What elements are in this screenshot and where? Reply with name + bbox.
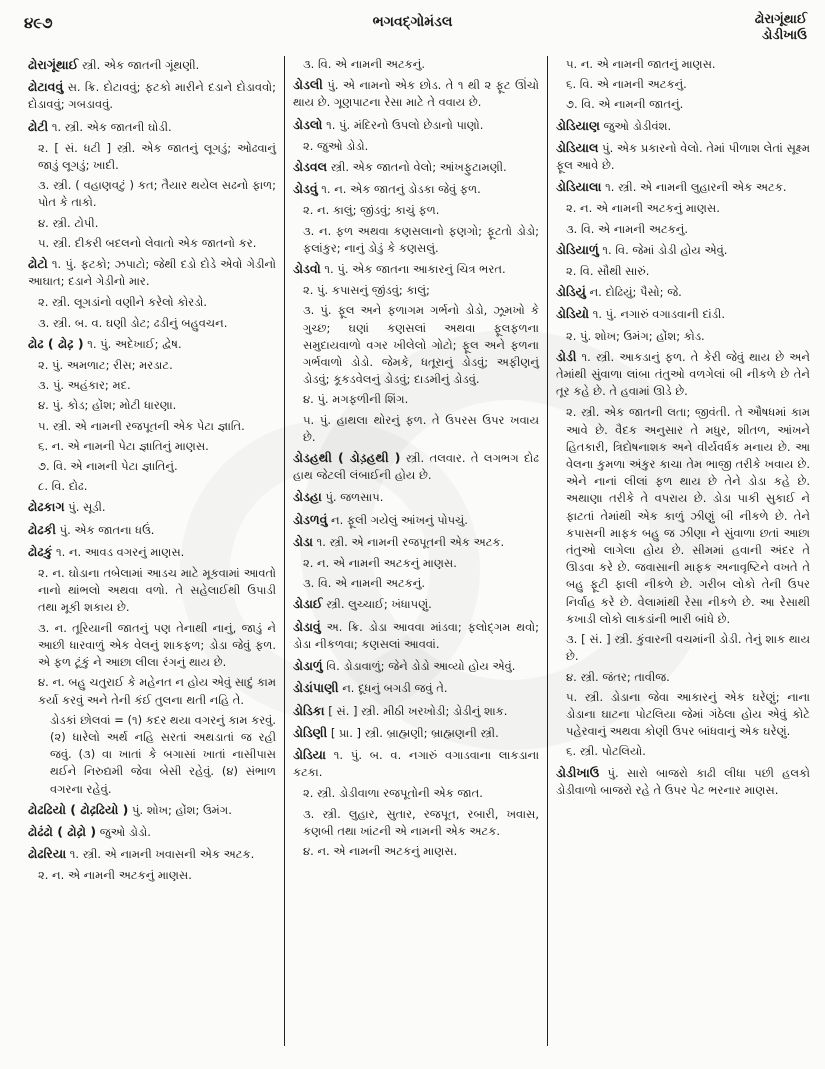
definition: જુઓ ડોડો. bbox=[99, 824, 151, 839]
sense: ૩. સ્ત્રી. બ. વ. ઘણી ડોટ; ઢડીનું બહુવચન. bbox=[38, 315, 228, 330]
sense: ૨. વિ. સૌથી સારું. bbox=[566, 264, 650, 279]
headword: ઢોઢરિયા bbox=[28, 846, 67, 862]
headword: ડોડાઈ bbox=[293, 596, 323, 612]
dictionary-entry bbox=[556, 283, 810, 301]
definition: ૧. પું. ફટકો; ઝપાટો; જેથી દડો દોડે એવો ગેડીનો આઘાત; દડાને ગેડીનો માર. bbox=[28, 257, 276, 289]
headword: ઢોટો bbox=[28, 256, 48, 272]
headword: ડોડહથી ( ડોડ઼હથી ) bbox=[293, 450, 401, 466]
headword: ઢોઢઢિયો ( ઢોઢ઼ઢિયો ) bbox=[28, 801, 129, 817]
headword: ડોડિયાલા bbox=[556, 179, 602, 195]
headword: ડોડાંપાણી bbox=[293, 680, 339, 696]
sense: ૬. ન. એ નામની પેટા જ્ઞાતિનું માણસ. bbox=[38, 438, 209, 453]
headword: ડોડાળું bbox=[293, 658, 323, 674]
definition: પું. જળસાપ. bbox=[325, 490, 384, 505]
dictionary-entry bbox=[28, 118, 276, 136]
definition: જુઓ ડોડીવંશ. bbox=[603, 118, 672, 133]
sense: ૩. પું. ફૂલ અને ફળાગમ ગર્ભનો ડોડો, ઝૂમખો કે ગુચ્છ; ઘણાં કણસલાં અથવા ફૂલફળના સમુદાયવાળો વગર ખીલેલો ગોટો; ફૂલ અને ફળના ગર્ભવાળો ડોડો. જેમકે, ધતૂરાનું ડોડવું; અફીણનું ડોડવું; કૂકડવેલનું ડોડવું; દાડમીનું ડોડવું. bbox=[303, 303, 539, 387]
dictionary-entry bbox=[28, 845, 276, 863]
definition: વિ. ડોડાવાળું; જેને ડોડો આવ્યો હોય એવું. bbox=[326, 659, 516, 674]
headword: ઢોરાગૂંથાઈ bbox=[28, 57, 79, 72]
headword: ડોડીખાઉ bbox=[556, 764, 600, 780]
dictionary-entry bbox=[293, 595, 539, 613]
dictionary-entry bbox=[28, 78, 276, 113]
sense: ૨. જુઓ ડોડો. bbox=[303, 138, 369, 153]
sense: ૮. વિ. દોઢ. bbox=[38, 479, 88, 494]
dictionary-entry bbox=[293, 533, 539, 551]
headword: ડોડલો bbox=[293, 116, 323, 132]
headword: ઢોટી bbox=[28, 118, 49, 134]
definition: ન. ફૂલી ગયેલું આંખનું પોપચું. bbox=[331, 512, 468, 527]
sense: ૭. વિ. એ નામની પેટા જ્ઞાતિનું. bbox=[38, 459, 178, 474]
sense: ૨. ન. એ નામની અટકનું માણસ. bbox=[38, 868, 192, 883]
headword: ઢોઢકું bbox=[28, 543, 53, 559]
definition: પું. એ નામનો એક છોડ. તે ૧ થી ૨ ફૂટ ઊંચો થાય છે. ગૂણપાટના રેસા માટે તે વવાય છે. bbox=[293, 78, 539, 110]
guide-word-first: ઢોરાગૂંથાઈ bbox=[754, 12, 807, 27]
definition: પું. સારો બાજરો કાઢી લીધા પછી હલકો ડોડીવાળો બાજરો રહે તે ઉપર પેટ ભરનાર માણસ. bbox=[556, 765, 811, 797]
guide-word-last: ડોડીખાઉ bbox=[762, 28, 807, 43]
sense: ૩. [ સં. ] સ્ત્રી. કુંવારની વચમાંની ડોડી. તેનું શાક થાય છે. bbox=[566, 632, 810, 664]
sense: ૪. પું. કોડ; હોંશ; મોટી ધારણા. bbox=[38, 398, 177, 413]
sense: ૫. પું. હાથલા થોરનું ફળ. તે ઉપરસ ઉપર ખવાય છે. bbox=[303, 412, 539, 444]
sense: ૫. સ્ત્રી. ડોડાના જેવા આકારનું એક ઘરેણું; નાના ડોડાના ઘાટના પોટલિયા જેમાં ગંઠેલા હોય એવું કોટે પહેરવાનું અથવા કોણી ઉપર બાંધવાનું એક ઘરેણું. bbox=[566, 689, 810, 739]
headword: ડોડાવું bbox=[293, 618, 321, 634]
sense: ૨. ન. ઘોડાના તબેલામાં આડચ માટે મૂકવામાં આવતો નાનો થાંભલો અથવા વળો. તે સહેલાઈથી ઉપાડી તથા મૂકી શકાય છે. bbox=[38, 566, 276, 615]
sense: ૩. ન. તૂરિયાની જાતનું પણ તેનાથી નાનું, જાડું ને આછી ધારવાળું એક વેલનું શાકફળ; ડોડા જેવું ફળ. એ ફળ ટૂંકું ને આછા લીલા રંગનું થાય છે. bbox=[38, 620, 276, 670]
definition: ન. દૂધનું બગડી જવું તે. bbox=[342, 681, 448, 696]
definition: ૧. સ્ત્રી. એક જાતની ઘોડી. bbox=[51, 119, 172, 134]
column-1 bbox=[28, 56, 284, 1046]
sense: ૪. સ્ત્રી. ટોપી. bbox=[38, 215, 99, 230]
dictionary-entry bbox=[28, 498, 276, 516]
dictionary-entry bbox=[556, 348, 810, 401]
dictionary-entry bbox=[293, 158, 539, 176]
definition: ૧. પું. નગારું વગાડવાની દાંડી. bbox=[592, 307, 725, 322]
sense: ૨. પું. અમળાટ; રીસ; મરડાટ. bbox=[38, 358, 173, 373]
dictionary-entry bbox=[556, 139, 810, 174]
definition: ૧. ન. એક જાતનું ડોડકા જેવું ફળ. bbox=[321, 182, 481, 197]
sense: ૬. વિ. એ નામની અટકનું. bbox=[566, 77, 687, 92]
sense: ૨. ન. કાલું; જીંડવું; કાચું ફળ. bbox=[303, 203, 440, 218]
dictionary-entry bbox=[293, 76, 539, 111]
dictionary-entry bbox=[293, 702, 539, 720]
definition: અ. ક્રિ. ડોડા આવવા માંડવા; ફલોદ્ગમ થવો; ડોડા નીકળવા; કણસલાં આવવાં. bbox=[293, 619, 539, 651]
definition: ૧. સ્ત્રી. એ નામની ખવાસની એક અટક. bbox=[69, 847, 255, 862]
column-3 bbox=[548, 56, 818, 1046]
headword: ડોડી bbox=[556, 348, 577, 364]
sense: ૨. ન. એ નામની અટકનું માણસ. bbox=[566, 201, 720, 216]
definition: ૧. સ્ત્રી. એ નામની લુહારની એક અટક. bbox=[605, 180, 787, 195]
dictionary-entry bbox=[293, 746, 539, 781]
headword: ડોડળવું bbox=[293, 511, 328, 527]
column-2 bbox=[284, 56, 548, 1046]
dictionary-columns bbox=[28, 56, 818, 1046]
dictionary-entry bbox=[293, 180, 539, 198]
dictionary-entry bbox=[28, 521, 276, 539]
sense: ૫. સ્ત્રી. એ નામની રજપૂતની એક પેટા જ્ઞાતિ. bbox=[38, 418, 245, 433]
headword: ડોડિયો bbox=[556, 306, 590, 322]
headword: ડોડિયાળું bbox=[556, 241, 599, 257]
sense: ૩. સ્ત્રી. લુહાર, સુતાર, રજપૂત, રબારી, ખવાસ, કણબી તથા ખાંટની એ નામની એક અટક. bbox=[303, 806, 539, 838]
sense: ૩. પું. અહંકાર; મદ. bbox=[38, 378, 131, 393]
sense: ૪. સ્ત્રી. જંતર; તાવીજ. bbox=[566, 669, 670, 684]
dictionary-entry bbox=[28, 801, 276, 819]
sense: ૩. વિ. એ નામની અટકનું. bbox=[303, 576, 426, 591]
headword: ઢોટાવવું bbox=[28, 79, 64, 95]
headword: ડોડિયાણ bbox=[556, 117, 600, 133]
dictionary-entry bbox=[293, 724, 539, 742]
definition: [ પ્રા. ] સ્ત્રી. બ્રાહ્મણી; બ્રાહ્મણની સ્ત્રી. bbox=[330, 725, 499, 740]
headword: ડોડિયા bbox=[293, 746, 326, 762]
sense: ૪. પું. મગફળીની શિંગ. bbox=[303, 392, 409, 407]
definition: પું. એક પ્રકારનો વેલો. તેમાં પીળાશ લેતાં સૂક્ષ્મ ફૂલ આવે છે. bbox=[556, 140, 810, 173]
headword: ડોડા bbox=[293, 533, 313, 549]
sense: ૨. સ્ત્રી. ડોડીવાળા રજપૂતોની એક જાત. bbox=[303, 786, 483, 801]
headword: ઢોઢકાગ bbox=[28, 499, 65, 515]
headword: ડોડલી bbox=[293, 77, 323, 93]
sense: ૬. સ્ત્રી. પોટલિયો. bbox=[566, 744, 646, 759]
dictionary-entry bbox=[556, 241, 810, 259]
dictionary-entry bbox=[556, 305, 810, 323]
definition: પું. શોખ; હોંશ; ઉમંગ. bbox=[132, 802, 232, 817]
dictionary-entry bbox=[293, 618, 539, 653]
definition: ૧. પું. અદેખાઈ; દ્વેષ. bbox=[87, 336, 182, 351]
sense: ૩. વિ. એ નામની અટકનું. bbox=[303, 57, 426, 71]
definition: ૧. પું. મંદિરનો ઉપલો છેડાનો પાણો. bbox=[326, 117, 484, 132]
sense: ૨. પું. કપાસનું જીંડવું; કાલું; bbox=[303, 283, 430, 298]
dictionary-entry bbox=[293, 116, 539, 134]
definition: ૧. પું. બ. વ. નગારું વગાડવાના લાકડાના કટકા. bbox=[293, 747, 540, 780]
definition: સ્ત્રી. લુચ્ચાઈ; ખંધાપણું. bbox=[326, 597, 432, 612]
definition: ૧. વિ. જેમાં ડોડી હોય એવું. bbox=[602, 242, 728, 257]
headword: ડોડિયાલ bbox=[556, 139, 599, 155]
headword: ડોડવો bbox=[293, 261, 321, 277]
definition: પું. સૂડી. bbox=[68, 500, 106, 515]
headword: ડોડવલ bbox=[293, 159, 328, 175]
definition: સ. ક્રિ. દોટાવવું; ફટકો મારીને દડાને દોડાવવો; દોડાવવું; ગબડાવવું. bbox=[28, 80, 277, 112]
dictionary-entry bbox=[556, 178, 810, 196]
headword: ડોડિણી bbox=[293, 724, 328, 740]
dictionary-entry bbox=[293, 260, 539, 278]
headword: ડોડહા bbox=[293, 489, 322, 505]
headword: ડોડિયું bbox=[556, 284, 586, 300]
page-number: ૪૯૭ bbox=[24, 14, 53, 32]
sense: ૪. ન. બહુ ચતુરાઈ કે મહેનત ન હોય એવું સાદું કામ કર્યા કરવું અને તેની કંઈ તુલના થતી નહિ તે. bbox=[38, 675, 276, 707]
guide-words bbox=[755, 12, 807, 44]
definition: પું. એક જાતના ધઉં. bbox=[59, 522, 155, 537]
headword: ઢોઢ ( ઢોઢ઼ ) bbox=[28, 335, 84, 351]
definition: ન. દોઢિયું; પૈસો; જે. bbox=[589, 285, 682, 300]
sense: ૨. પું. શોખ; ઉમંગ; હોંશ; કોડ. bbox=[566, 328, 705, 343]
idiom-note: ડોડકાં છોલવાં = (૧) કદર થયા વગરનું કામ કરવું. (૨) ધારેલો અર્થ નહિ સરતાં અથડાતાં જ રહી જવું. (૩) વા ખાતાં કે બગાસાં ખાતાં નાસીપાસ થઈને નિરુદ્યમી જેવા બેસી રહેવું. (૪) સંભાળ વગરના રહેવું. bbox=[50, 712, 276, 796]
sense: ૨. ન. એ નામની અટકનું માણસ. bbox=[303, 556, 457, 571]
sense: ૩. સ્ત્રી. ( વહાણવટું ) કત; તૈયાર થયેલ સઢનો ફાળ; પોત કે તાકો. bbox=[38, 178, 276, 210]
dictionary-entry bbox=[293, 657, 539, 675]
sense: ૫. ન. એ નામની જાતનું માણસ. bbox=[566, 57, 716, 71]
sense: ૩. ન. ફળ અથવા કણસલાનો ફણગો; ફૂટતો ડોડો; ફલાંકુર; નાનું ડોડું કે કણસલું. bbox=[303, 223, 539, 255]
dictionary-entry bbox=[28, 56, 276, 74]
definition: [ સં. ] સ્ત્રી. મીઠી ખરખોડી; ડોડીનું શાક. bbox=[328, 703, 508, 718]
definition: સ્ત્રી. એક જાતની ગૂંથણી. bbox=[81, 58, 200, 72]
sense: ૨. [ સં. ધટી ] સ્ત્રી. એક જાતનું લૂગડું; ઓઢવાનું જાડું લૂગડું; ખાદી. bbox=[38, 140, 276, 173]
definition: સ્ત્રી. એક જાતનો વેલો; આંખફુટામણી. bbox=[330, 160, 507, 175]
dictionary-entry bbox=[293, 679, 539, 697]
sense: ૨. સ્ત્રી. એક જાતની લતા; જીવંતી. તે ઔષધમાં કામ આવે છે. વૈદક અનુસાર તે મધુર, શીતળ, આંખને હિતકારી, ત્રિદોષનાશક અને વીર્યવર્ધક મનાય છે. આ વેલના કુમળા અંકુર કાચા તેમ ભાજી તરીકે ખવાય છે. એને નાનાં લીલાં ફળ થાય છે તેને ડોડા કહે છે. અથાણા તરીકે તે વપરાય છે. ડોડા પાકી સુકાઈ ને ફાટતાં તેમાંથી એક કાળું ઝીણું બી નીકળે છે. તેને કપાસની માફક બહુ જ ઝીણા ને સુંવાળા છતાં આછા તંતુઓ લાગેલા હોય છે. સીમમાં હવાની અંદર તે ઊડવા કરે છે. જવાસાની માફક અનાવૃષ્ટિને વખતે તે બહુ ફૂટી ફાલી નીકળે છે. ગરીબ લોકો તેની ઉપર નિર્વાહ કરે છે. વેલામાંથી રેસા નીકળે છે. આ રેસાથી કખાડી લોકો લાકડાંની ભારી બાંધે છે. bbox=[566, 405, 810, 626]
headword: ઢોઢંઢો ( ઢોઢ઼ો ) bbox=[28, 823, 97, 839]
headword: ડોડવું bbox=[293, 181, 318, 197]
dictionary-entry bbox=[28, 543, 276, 561]
definition: ૧. સ્ત્રી. એ નામની રજપૂતની એક અટક. bbox=[316, 534, 505, 549]
sense: ૪. ન. એ નામની અટકનું માણસ. bbox=[303, 843, 458, 858]
definition: ૧. પું. એક જાતના આકારનું ચિત્ર ભરત. bbox=[324, 262, 506, 277]
definition: ૧. ન. આવડ વગરનું માણસ. bbox=[56, 544, 185, 559]
dictionary-entry bbox=[556, 764, 810, 799]
definition: ૧. સ્ત્રી. આકડાનું ફળ. તે કેરી જેવું થાય છે અને તેમાંથી સુંવાળા લાંબા તંતુઓ વળગેલાં બી નીકળે છે તેને તૂર કહે છે. તે હવામાં ઊડે છે. bbox=[556, 349, 810, 399]
dictionary-entry bbox=[28, 335, 276, 353]
sense: ૭. વિ. એ નામની જાતનું. bbox=[566, 97, 684, 112]
dictionary-entry bbox=[293, 449, 539, 484]
dictionary-entry bbox=[28, 255, 276, 290]
running-title: ભગવદ્ગોમંડલ bbox=[372, 14, 453, 30]
sense: ૩. વિ. એ નામની અટકનું. bbox=[566, 221, 689, 236]
headword: ડોડિકા bbox=[293, 702, 325, 718]
sense: ૨. સ્ત્રી. લૂગડાંનો વણીને કરેલો કોરડો. bbox=[38, 295, 208, 310]
sense: ૫. સ્ત્રી. દીકરી બદલનો લેવાતો એક જાતનો કર. bbox=[38, 235, 257, 250]
dictionary-entry bbox=[28, 823, 276, 841]
dictionary-entry bbox=[293, 488, 539, 506]
dictionary-entry bbox=[556, 117, 810, 135]
definition: સ્ત્રી. તલવાર. તે લગભગ દોઢ હાથ જેટલી લંબાઈની હોય છે. bbox=[293, 451, 540, 483]
dictionary-entry bbox=[293, 511, 539, 529]
page-header bbox=[0, 0, 825, 50]
headword: ઢોઢકી bbox=[28, 521, 56, 537]
